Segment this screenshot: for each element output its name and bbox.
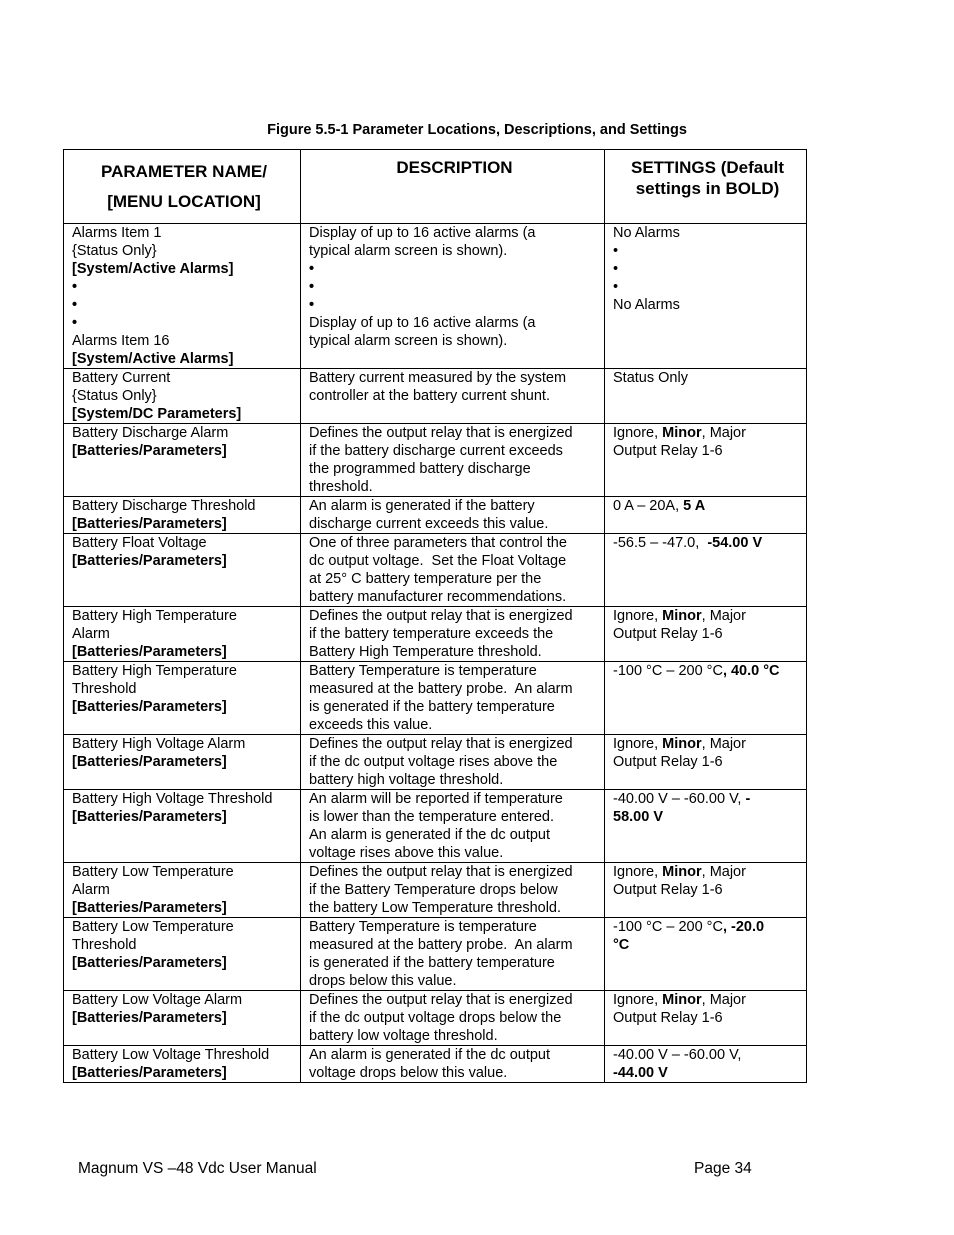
settings-line [613,296,802,314]
settings-line [613,918,802,936]
settings-line [613,278,802,296]
description-line: An alarm is generated if the battery [309,498,535,514]
settings-line [613,936,802,954]
description-line: battery high voltage threshold. [309,772,504,788]
parameter-name-line: [Batteries/Parameters] [72,516,227,532]
settings-cell [605,497,807,534]
parameter-name-line: Battery Current [72,370,171,386]
table-body [64,224,807,1083]
description-line: Battery current measured by the system [309,370,567,386]
parameter-name-cell [64,1046,301,1083]
parameter-name-cell [64,991,301,1046]
parameter-name-cell [64,918,301,991]
description-line: drops below this value. [309,973,457,989]
header-settings-line1: SETTINGS (Default [630,158,784,177]
description-line: typical alarm screen is shown). [309,243,508,259]
settings-text: • [613,279,619,295]
settings-cell [605,224,807,369]
parameter-name-line: Battery Low Temperature [72,919,234,935]
description-cell [301,790,605,863]
description-line: controller at the battery current shunt. [309,388,550,404]
parameter-name-line: Battery Low Voltage Alarm [72,992,243,1008]
settings-text: Output Relay 1-6 [613,882,723,898]
description-cell [301,369,605,424]
settings-line [613,991,802,1009]
header-parameter-name [64,150,301,224]
figure-caption: Figure 5.5-1 Parameter Locations, Descriptions, and Settings [267,122,687,138]
settings-text: , Major [701,992,746,1008]
settings-text: • [613,261,619,277]
table-row [64,224,807,369]
settings-text: -100 °C – 200 °C [613,919,723,935]
parameter-name-line: [Batteries/Parameters] [72,754,227,770]
description-line: at 25° C battery temperature per the [309,571,542,587]
description-line: Display of up to 16 active alarms (a [309,315,536,331]
table-row [64,1046,807,1083]
settings-cell [605,790,807,863]
table-row [64,424,807,497]
settings-line [613,662,802,680]
description-line: Defines the output relay that is energized [309,608,573,624]
description-line: Defines the output relay that is energized [309,425,573,441]
settings-default-value: Minor [662,864,702,880]
parameter-name-line: Alarms Item 16 [72,333,170,349]
description-line: discharge current exceeds this value. [309,516,549,532]
parameter-name-line: [System/Active Alarms] [72,351,234,367]
parameter-name-line: Battery High Voltage Threshold [72,791,273,807]
parameter-name-line: [Batteries/Parameters] [72,955,227,971]
header-name-line2: [MENU LOCATION] [107,192,261,211]
settings-line [613,424,802,442]
parameter-name-line: [System/DC Parameters] [72,406,242,422]
settings-cell [605,662,807,735]
settings-line [613,881,802,899]
description-line: is generated if the battery temperature [309,955,555,971]
table-row [64,662,807,735]
settings-line [613,625,802,643]
description-line: Battery Temperature is temperature [309,919,537,935]
settings-text: 0 A – 20A, [613,498,684,514]
footer-page-number: Page 34 [694,1160,752,1177]
description-line: voltage drops below this value. [309,1065,508,1081]
settings-text: No Alarms [613,225,680,241]
parameter-name-line: [Batteries/Parameters] [72,699,227,715]
parameter-name-line: [Batteries/Parameters] [72,443,227,459]
parameter-name-line: • [72,315,78,331]
settings-text: , Major [701,736,746,752]
parameter-name-line: {Status Only} [72,243,157,259]
description-line: • [309,261,315,277]
description-line: dc output voltage. Set the Float Voltage [309,553,567,569]
description-line: An alarm is generated if the dc output [309,1047,551,1063]
description-line: exceeds this value. [309,717,433,733]
parameter-name-cell [64,607,301,662]
description-line: An alarm is generated if the dc output [309,827,551,843]
settings-text: • [613,243,619,259]
settings-line [613,1046,802,1064]
parameter-name-cell [64,534,301,607]
description-cell [301,662,605,735]
description-line: measured at the battery probe. An alarm [309,937,573,953]
description-line: measured at the battery probe. An alarm [309,681,573,697]
settings-cell [605,369,807,424]
table-row [64,991,807,1046]
settings-cell [605,607,807,662]
settings-text: Output Relay 1-6 [613,443,723,459]
settings-default-value: -54.00 V [707,535,763,551]
settings-default-value: Minor [662,736,702,752]
settings-line [613,808,802,826]
table-row [64,863,807,918]
settings-text: -100 °C – 200 °C [613,663,723,679]
settings-default-value: , -20.0 [722,919,765,935]
settings-line [613,1009,802,1027]
parameter-name-line: Threshold [72,937,137,953]
footer-manual-title: Magnum VS –48 Vdc User Manual [78,1160,317,1177]
settings-default-value: 58.00 V [613,809,663,825]
description-cell [301,224,605,369]
description-line: threshold. [309,479,373,495]
settings-text: Output Relay 1-6 [613,1010,723,1026]
settings-line [613,260,802,278]
settings-cell [605,863,807,918]
description-line: • [309,297,315,313]
settings-line [613,242,802,260]
parameter-name-line: Alarm [72,882,110,898]
settings-default-value: Minor [662,425,702,441]
settings-cell [605,918,807,991]
description-line: An alarm will be reported if temperature [309,791,563,807]
description-cell [301,863,605,918]
settings-text: Status Only [613,370,688,386]
description-line: the battery Low Temperature threshold. [309,900,562,916]
parameter-table [63,149,807,1083]
parameter-name-line: • [72,279,78,295]
description-line: if the battery temperature exceeds the [309,626,554,642]
table-row [64,918,807,991]
settings-line [613,534,802,552]
settings-line [613,369,802,387]
settings-line [613,753,802,771]
header-description-label: DESCRIPTION [396,158,513,177]
table-row [64,790,807,863]
description-line: One of three parameters that control the [309,535,567,551]
settings-default-value: -44.00 V [613,1065,668,1081]
parameter-name-line: Battery Discharge Alarm [72,425,229,441]
parameter-name-line: Battery High Temperature [72,663,237,679]
description-line: Battery High Temperature threshold. [309,644,542,660]
description-line: if the dc output voltage drops below the [309,1010,562,1026]
parameter-name-line: [Batteries/Parameters] [72,1010,227,1026]
table-row [64,735,807,790]
description-cell [301,497,605,534]
description-line: Defines the output relay that is energized [309,736,573,752]
settings-text: -40.00 V – -60.00 V, [613,1047,742,1063]
parameter-name-cell [64,369,301,424]
settings-text: -56.5 – -47.0, [613,535,708,551]
settings-default-value: °C [613,937,630,953]
settings-text: No Alarms [613,297,680,313]
description-line: battery manufacturer recommendations. [309,589,567,605]
description-cell [301,1046,605,1083]
settings-line [613,790,802,808]
header-settings-line2: settings in BOLD) [635,179,780,198]
description-cell [301,991,605,1046]
description-line: Defines the output relay that is energized [309,992,573,1008]
parameter-name-line: [Batteries/Parameters] [72,809,227,825]
description-cell [301,534,605,607]
settings-line [613,863,802,881]
parameter-name-line: Battery Float Voltage [72,535,207,551]
header-settings [605,150,807,224]
parameter-name-cell [64,790,301,863]
description-line: is lower than the temperature entered. [309,809,555,825]
settings-text: -40.00 V – -60.00 V, [613,791,746,807]
parameter-name-line: Alarm [72,626,110,642]
parameter-name-line: [Batteries/Parameters] [72,900,227,916]
parameter-name-line: Threshold [72,681,137,697]
description-cell [301,918,605,991]
settings-cell [605,424,807,497]
settings-line [613,735,802,753]
table-row [64,497,807,534]
parameter-name-line: {Status Only} [72,388,157,404]
table-header-row [64,150,807,224]
description-line: battery low voltage threshold. [309,1028,498,1044]
description-line: if the dc output voltage rises above the [309,754,558,770]
parameter-name-line: [Batteries/Parameters] [72,644,227,660]
parameter-name-cell [64,497,301,534]
settings-default-value: , 40.0 °C [722,663,780,679]
parameter-name-line: [Batteries/Parameters] [72,1065,227,1081]
parameter-name-cell [64,224,301,369]
description-line: is generated if the battery temperature [309,699,555,715]
parameter-name-cell [64,662,301,735]
settings-text: Ignore, [613,992,663,1008]
settings-line [613,607,802,625]
settings-text: , Major [701,608,746,624]
parameter-name-line: Battery High Voltage Alarm [72,736,246,752]
settings-text: Ignore, [613,608,663,624]
settings-line [613,442,802,460]
parameter-name-line: Battery Low Voltage Threshold [72,1047,270,1063]
description-line: Defines the output relay that is energized [309,864,573,880]
header-name-line1: PARAMETER NAME/ [101,162,267,181]
settings-cell [605,534,807,607]
parameter-name-line: [System/Active Alarms] [72,261,234,277]
parameter-name-line: • [72,297,78,313]
settings-default-value: 5 A [683,498,706,514]
description-line: Battery Temperature is temperature [309,663,537,679]
settings-text: Ignore, [613,864,663,880]
table-row [64,607,807,662]
settings-default-value: Minor [662,608,702,624]
parameter-name-cell [64,424,301,497]
parameter-name-line: Battery Discharge Threshold [72,498,256,514]
settings-text: , Major [701,425,746,441]
settings-cell [605,735,807,790]
settings-text: Output Relay 1-6 [613,626,723,642]
parameter-name-cell [64,735,301,790]
settings-line [613,224,802,242]
settings-text: Ignore, [613,736,663,752]
settings-text: Output Relay 1-6 [613,754,723,770]
settings-text: , Major [701,864,746,880]
parameter-name-cell [64,863,301,918]
parameter-name-line: [Batteries/Parameters] [72,553,227,569]
table-row [64,534,807,607]
settings-text: Ignore, [613,425,663,441]
parameter-name-line: Battery Low Temperature [72,864,234,880]
description-cell [301,607,605,662]
description-line: the programmed battery discharge [309,461,531,477]
settings-line [613,1064,802,1082]
header-description [301,150,605,224]
settings-default-value: Minor [662,992,702,1008]
settings-line [613,497,802,515]
description-line: voltage rises above this value. [309,845,504,861]
table-row [64,369,807,424]
description-line: Display of up to 16 active alarms (a [309,225,536,241]
settings-cell [605,1046,807,1083]
description-cell [301,424,605,497]
settings-default-value: - [745,791,751,807]
description-cell [301,735,605,790]
description-line: typical alarm screen is shown). [309,333,508,349]
parameter-name-line: Battery High Temperature [72,608,237,624]
description-line: if the battery discharge current exceeds [309,443,563,459]
parameter-name-line: Alarms Item 1 [72,225,162,241]
settings-cell [605,991,807,1046]
description-line: • [309,279,315,295]
description-line: if the Battery Temperature drops below [309,882,558,898]
